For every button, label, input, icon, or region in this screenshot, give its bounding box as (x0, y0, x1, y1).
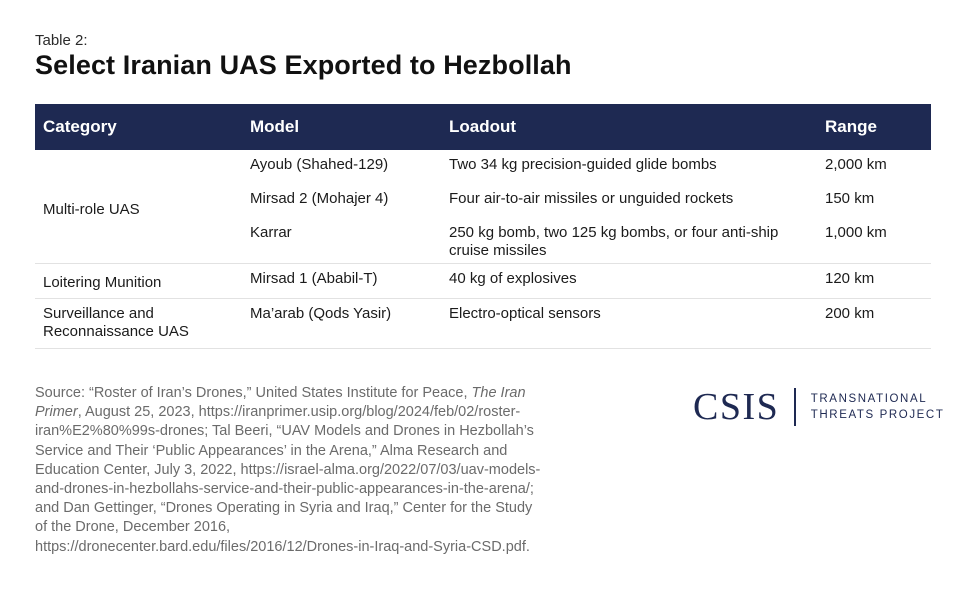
model-cell: Ma’arab (Qods Yasir) (242, 299, 441, 349)
category-cell: Multi-role UAS (35, 150, 242, 264)
csis-wordmark: CSIS (693, 386, 780, 428)
model-cell: Karrar (242, 208, 441, 264)
uas-table (35, 104, 931, 349)
loadout-cell: Two 34 kg precision-guided glide bombs (449, 156, 717, 173)
logo-tagline (811, 391, 945, 423)
logo-tagline-line1: TRANSNATIONAL (810, 393, 928, 405)
column-header-category: Category (35, 104, 242, 150)
column-header-model: Model (242, 104, 441, 150)
table-header-row (35, 104, 931, 150)
category-cell: Surveillance and Reconnaissance UAS (35, 299, 242, 349)
column-header-range: Range (817, 104, 931, 150)
table-label: Table 2: (35, 32, 88, 49)
category-cell: Loitering Munition (35, 264, 242, 299)
range-cell: 150 km (825, 190, 875, 207)
loadout-cell: 250 kg bomb, two 125 kg bombs, or four anti-ship cruise missiles (441, 208, 817, 264)
table-row (35, 150, 931, 174)
range-cell: 200 km (817, 299, 931, 349)
logo-divider (794, 388, 796, 426)
range-cell: 120 km (817, 264, 931, 299)
source-text-part1: Source: “Roster of Iran’s Drones,” United States Institute for Peace, (35, 385, 472, 401)
table-row (35, 264, 931, 299)
model-cell: Ayoub (Shahed-129) (250, 156, 389, 173)
range-cell: 1,000 km (817, 208, 931, 264)
source-citation (35, 384, 545, 557)
range-cell: 2,000 km (825, 156, 887, 173)
source-text-part2: , August 25, 2023, https://iranprimer.usip.org/blog/2024/feb/02/roster-iran%E2%80%99s-drones; Tal Beeri, “UAV Models and Drones in Hezbollah’s Service and Their ‘Public Appearances’ in the Arena,” Alma Research and Education Center, July 3, 2022, https://israel-alma.org/2022/07/03/uav-models-and-drones-in-hezbollahs-service-and-their-public-appearances-in-the-arena/; and Dan Gettinger, “Drones Operating in Syria and Iraq,” Center for the Study of the Drone, December 2016, https://dronecenter.bard.edu/files/2016/12/Drones-in-Iraq-and-Syria-CSD.pdf. (35, 404, 541, 555)
model-cell: Mirsad 2 (Mohajer 4) (250, 190, 389, 207)
csis-logo (693, 385, 944, 429)
loadout-cell: Four air-to-air missiles or unguided rockets (449, 190, 734, 207)
loadout-cell: Electro-optical sensors (441, 299, 817, 349)
table-row (35, 299, 931, 349)
logo-tagline-line2: THREATS PROJECT (810, 409, 945, 421)
column-header-loadout: Loadout (441, 104, 817, 150)
loadout-cell: 40 kg of explosives (441, 264, 817, 299)
table-title: Select Iranian UAS Exported to Hezbollah (35, 50, 572, 80)
source-publication: The Iran Primer (35, 385, 526, 421)
model-cell: Mirsad 1 (Ababil-T) (242, 264, 441, 299)
